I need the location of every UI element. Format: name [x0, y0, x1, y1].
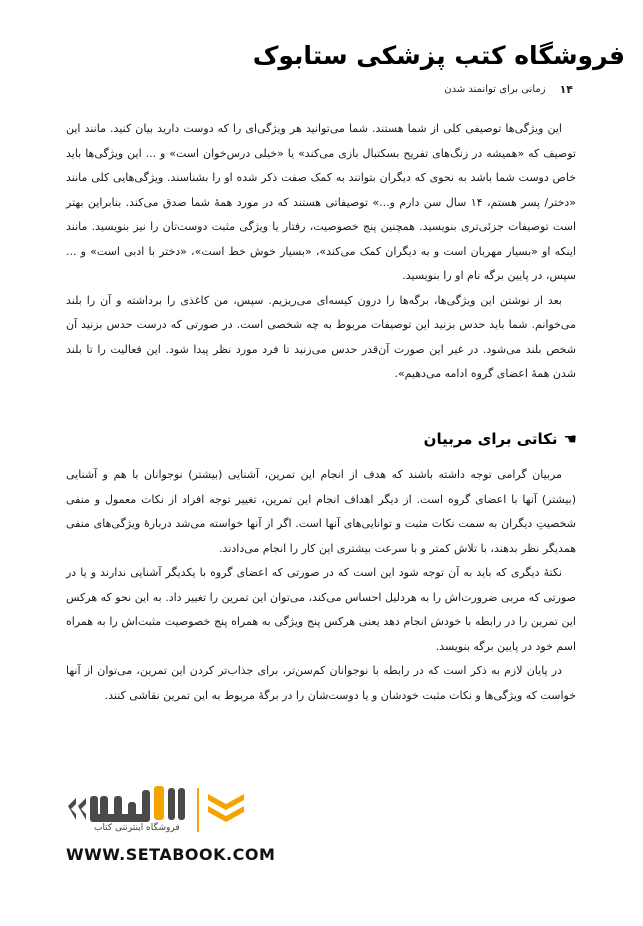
section-heading-text: نکاتی برای مربیان — [423, 430, 558, 448]
section-one-text — [66, 117, 576, 387]
page-number: ۱۴ — [559, 83, 573, 96]
logo-tagline: فروشگاه اینترنتی کتاب — [94, 823, 180, 833]
website-url[interactable]: WWW.SETABOOK.COM — [66, 845, 276, 864]
pointing-hand-icon: ☚ — [563, 430, 577, 448]
logo-emblem-icon — [208, 794, 244, 822]
paragraph: نکتهٔ دیگری که باید به آن توجه شود این است که در صورتی که اعضای گروه با یکدیگر آشنایی ندارند و یا در صورتی که مربی ضرورت‌اش را به هردلیل احساس می‌کند، می‌توان این تمرین را تغییر داد. به این نحو که هرکس این تمرین را در رابطه با خودش انجام دهد یعنی هرکس پنج ویژگی به همراه پنج خصوصیت مثبت‌اش را به همراه اسم خود در پایین برگه بنویسد. — [66, 566, 576, 653]
store-title: فروشگاه کتب پزشکی ستابوک — [252, 41, 625, 70]
paragraph: مربیان گرامی توجه داشته باشند که هدف از انجام این تمرین، آشنایی (بیشتر) نوجوانان با هم و آشنایی (بیشتر) آنها با اعضای گروه است. از دیگر اهداف انجام این تمرین، تغییر توجه افراد از نکات معمول و منفی شخصیتِ دیگران به سمت نکات مثبت و توانایی‌های آنها است. اگر از آنها خواسته می‌شد دربارهٔ ویژگی‌های منفی همدیگر نظر بدهند، با تلاش کمتر و با سرعت بیشتری این کار را انجام می‌دادند. — [66, 468, 576, 555]
section-two-text — [66, 463, 576, 708]
section-heading — [424, 427, 577, 451]
paragraph: این ویژگی‌ها توصیفی کلی از شما هستند. شما می‌توانید هر ویژگی‌ای را که دوست دارید بیان کنید. مانند این توصیف که «همیشه در زنگ‌های تفریح بسکتبال بازی می‌کند» یا «خیلی درس‌خوان است» و ... این ویژگی‌ها باید خاص دوست شما باشد به نحوی که دیگران بتوانند به کمک صفت ذکر شده او را بشناسند. ویژگی‌هایی کلی مانند «دختر/ پسر هستم، ۱۴ سال سن دارم و...» توصیفاتی هستند که در مورد همهٔ شما صدق می‌کند. بنابراین بهتر است توصیفات جزئی‌تری بنویسید. همچنین پنج خصوصیت، رفتار یا ویژگی مثبت دوست‌تان را نیز بنویسید. مانند اینکه او «بسیار مهربان است و به دیگران کمک می‌کند»، «بسیار خوش خط است»، «دختر با ادبی است» و ... سپس، در پایین برگه نام او را بنویسید. — [66, 122, 577, 282]
paragraph: در پایان لازم به ذکر است که در رابطه با نوجوانان کم‌سن‌تر، برای جذاب‌تر کردن این تمرین، می‌توان از آنها خواست که ویژگی‌ها و نکات مثبت خودشان و یا دوست‌شان را در برگهٔ مربوط به این تمرین نقاشی کنند. — [66, 664, 576, 702]
running-header — [444, 83, 573, 97]
logo-wordmark-icon — [68, 786, 185, 822]
paragraph: بعد از نوشتن این ویژگی‌ها، برگه‌ها را درون کیسه‌ای می‌ریزیم. سپس، من کاغذی را برداشته و آن را بلند می‌خوانم. شما باید حدس بزنید این توصیفات مربوط به چه شخصی است. در صورتی که درست حدس بزنید آن شخص بلند می‌شود. در غیر این صورت آن‌قدر حدس می‌زنید تا فرد مورد نظر پیدا شود. این فعالیت را تا بلند شدن همهٔ اعضای گروه ادامه می‌دهیم». — [66, 293, 576, 380]
running-title: زمانی برای توانمند شدن — [444, 84, 546, 95]
